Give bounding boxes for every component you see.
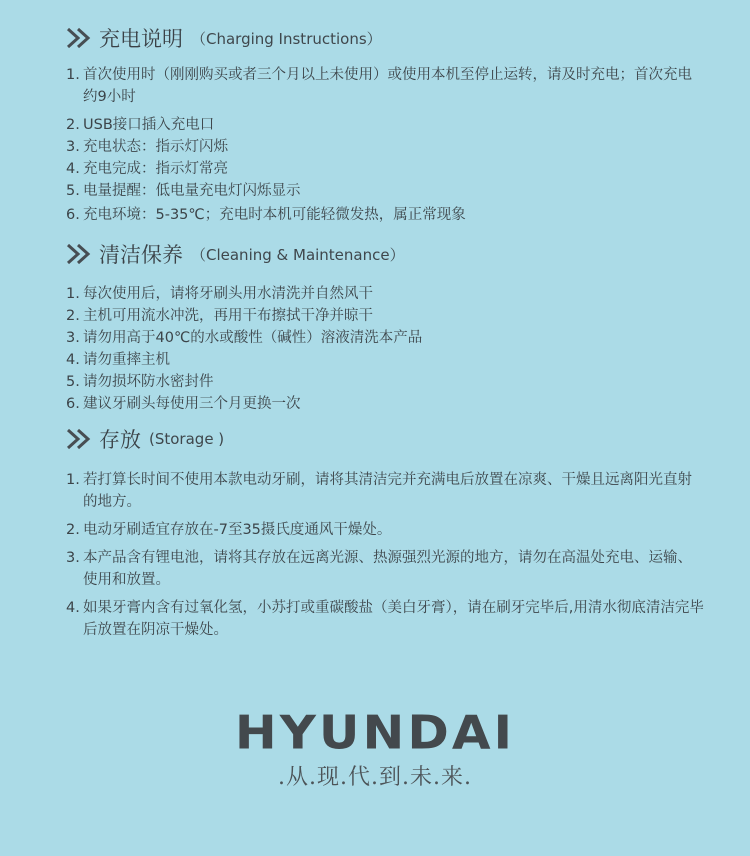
storage-section — [66, 421, 706, 641]
list-item — [66, 158, 706, 180]
item-text: 充电环境：5-35℃；充电时本机可能轻微发热，属正常现象 — [83, 207, 466, 223]
item-number: 3. — [66, 139, 80, 155]
item-text: 充电完成：指示灯常亮 — [83, 161, 228, 177]
item-text: 请勿重摔主机 — [83, 352, 170, 368]
list-item — [66, 327, 706, 349]
list-item — [66, 597, 706, 641]
item-text: 充电状态：指示灯闪烁 — [83, 139, 228, 155]
item-number: 1. — [66, 286, 80, 302]
charging-title: 充电说明 — [99, 27, 183, 51]
storage-header — [66, 421, 706, 457]
charging-subtitle: （Charging Instructions） — [191, 29, 382, 48]
list-item — [66, 180, 706, 202]
charging-section — [66, 20, 706, 226]
cleaning-header — [66, 236, 706, 272]
brand-block — [0, 704, 750, 791]
item-text: 本产品含有锂电池，请将其存放在远离光源、热源强烈光源的地方，请勿在高温处充电、运输、使用和放置。 — [83, 550, 692, 588]
cleaning-title: 清洁保养 — [99, 243, 183, 267]
list-item — [66, 204, 706, 226]
item-number: 4. — [66, 600, 80, 616]
item-number: 4. — [66, 352, 80, 368]
list-item — [66, 519, 706, 541]
item-text: 请勿用高于40℃的水或酸性（碱性）溶液清洗本产品 — [83, 330, 423, 346]
list-item — [66, 283, 706, 305]
item-number: 1. — [66, 67, 80, 83]
cleaning-subtitle: （Cleaning & Maintenance） — [191, 245, 405, 264]
item-text: 电动牙刷适宜存放在-7至35摄氏度通风干燥处。 — [83, 522, 392, 538]
list-item — [66, 305, 706, 327]
item-number: 2. — [66, 308, 80, 324]
list-item — [66, 393, 706, 415]
item-number: 2. — [66, 117, 80, 133]
storage-title: 存放 — [99, 428, 141, 452]
item-number: 1. — [66, 472, 80, 488]
list-item — [66, 349, 706, 371]
cleaning-section — [66, 236, 706, 415]
storage-subtitle: (Storage ) — [149, 430, 225, 448]
item-number: 6. — [66, 396, 80, 412]
hyundai-logo: HYUNDAI — [234, 706, 516, 760]
double-chevron-icon — [66, 27, 96, 49]
list-item — [66, 136, 706, 158]
item-number: 2. — [66, 522, 80, 538]
list-item — [66, 114, 706, 136]
item-text: USB接口插入充电口 — [83, 117, 215, 133]
item-text: 首次使用时（刚刚购买或者三个月以上未使用）或使用本机至停止运转，请及时充电；首次充电约9小时 — [83, 67, 692, 105]
double-chevron-icon — [66, 428, 96, 450]
brand-slogan: .从.现.代.到.未.来. — [278, 765, 472, 790]
item-number: 6. — [66, 207, 80, 223]
item-number: 5. — [66, 374, 80, 390]
double-chevron-icon — [66, 243, 96, 265]
item-text: 电量提醒：低电量充电灯闪烁显示 — [83, 183, 301, 199]
list-item — [66, 64, 706, 108]
item-text: 建议牙刷头每使用三个月更换一次 — [83, 396, 301, 412]
list-item — [66, 469, 706, 513]
charging-list — [66, 64, 706, 226]
item-text: 若打算长时间不使用本款电动牙刷，请将其清洁完并充满电后放置在凉爽、干燥且远离阳光直射的地方。 — [83, 472, 692, 510]
item-text: 主机可用流水冲洗，再用干布擦拭干净并晾干 — [83, 308, 373, 324]
charging-header — [66, 20, 706, 56]
storage-list — [66, 469, 706, 641]
list-item — [66, 371, 706, 393]
item-text: 每次使用后，请将牙刷头用水清洗并自然风干 — [83, 286, 373, 302]
item-number: 4. — [66, 161, 80, 177]
item-text: 如果牙膏内含有过氧化氢，小苏打或重碳酸盐（美白牙膏），请在刷牙完毕后,用清水彻底清洁完毕后放置在阴凉干燥处。 — [83, 600, 704, 638]
item-number: 3. — [66, 330, 80, 346]
list-item — [66, 547, 706, 591]
item-number: 3. — [66, 550, 80, 566]
item-number: 5. — [66, 183, 80, 199]
cleaning-list — [66, 283, 706, 415]
item-text: 请勿损坏防水密封件 — [83, 374, 214, 390]
